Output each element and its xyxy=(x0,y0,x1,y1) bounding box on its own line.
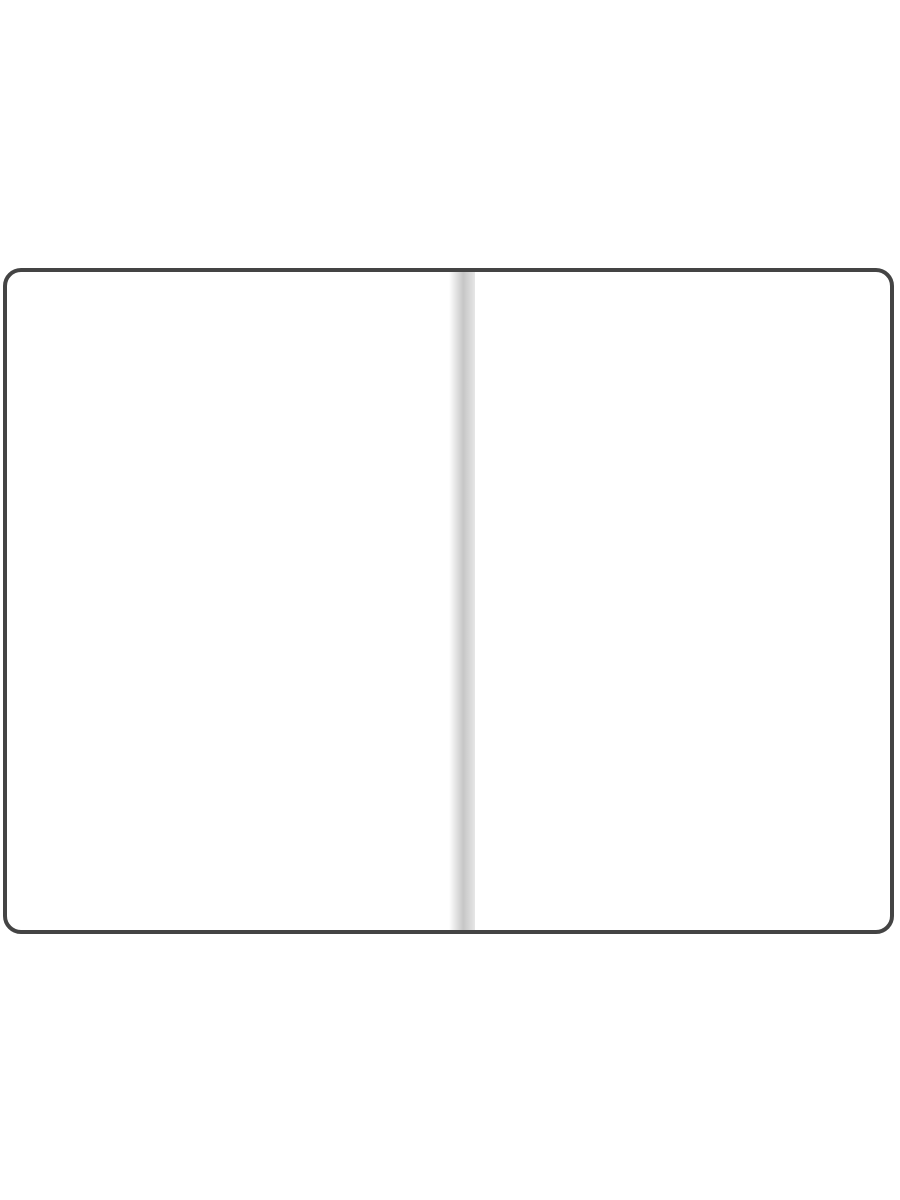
calendar-page xyxy=(7,272,449,930)
planner-spread xyxy=(3,268,894,934)
reference-page xyxy=(475,272,894,930)
book-gutter xyxy=(449,272,475,930)
